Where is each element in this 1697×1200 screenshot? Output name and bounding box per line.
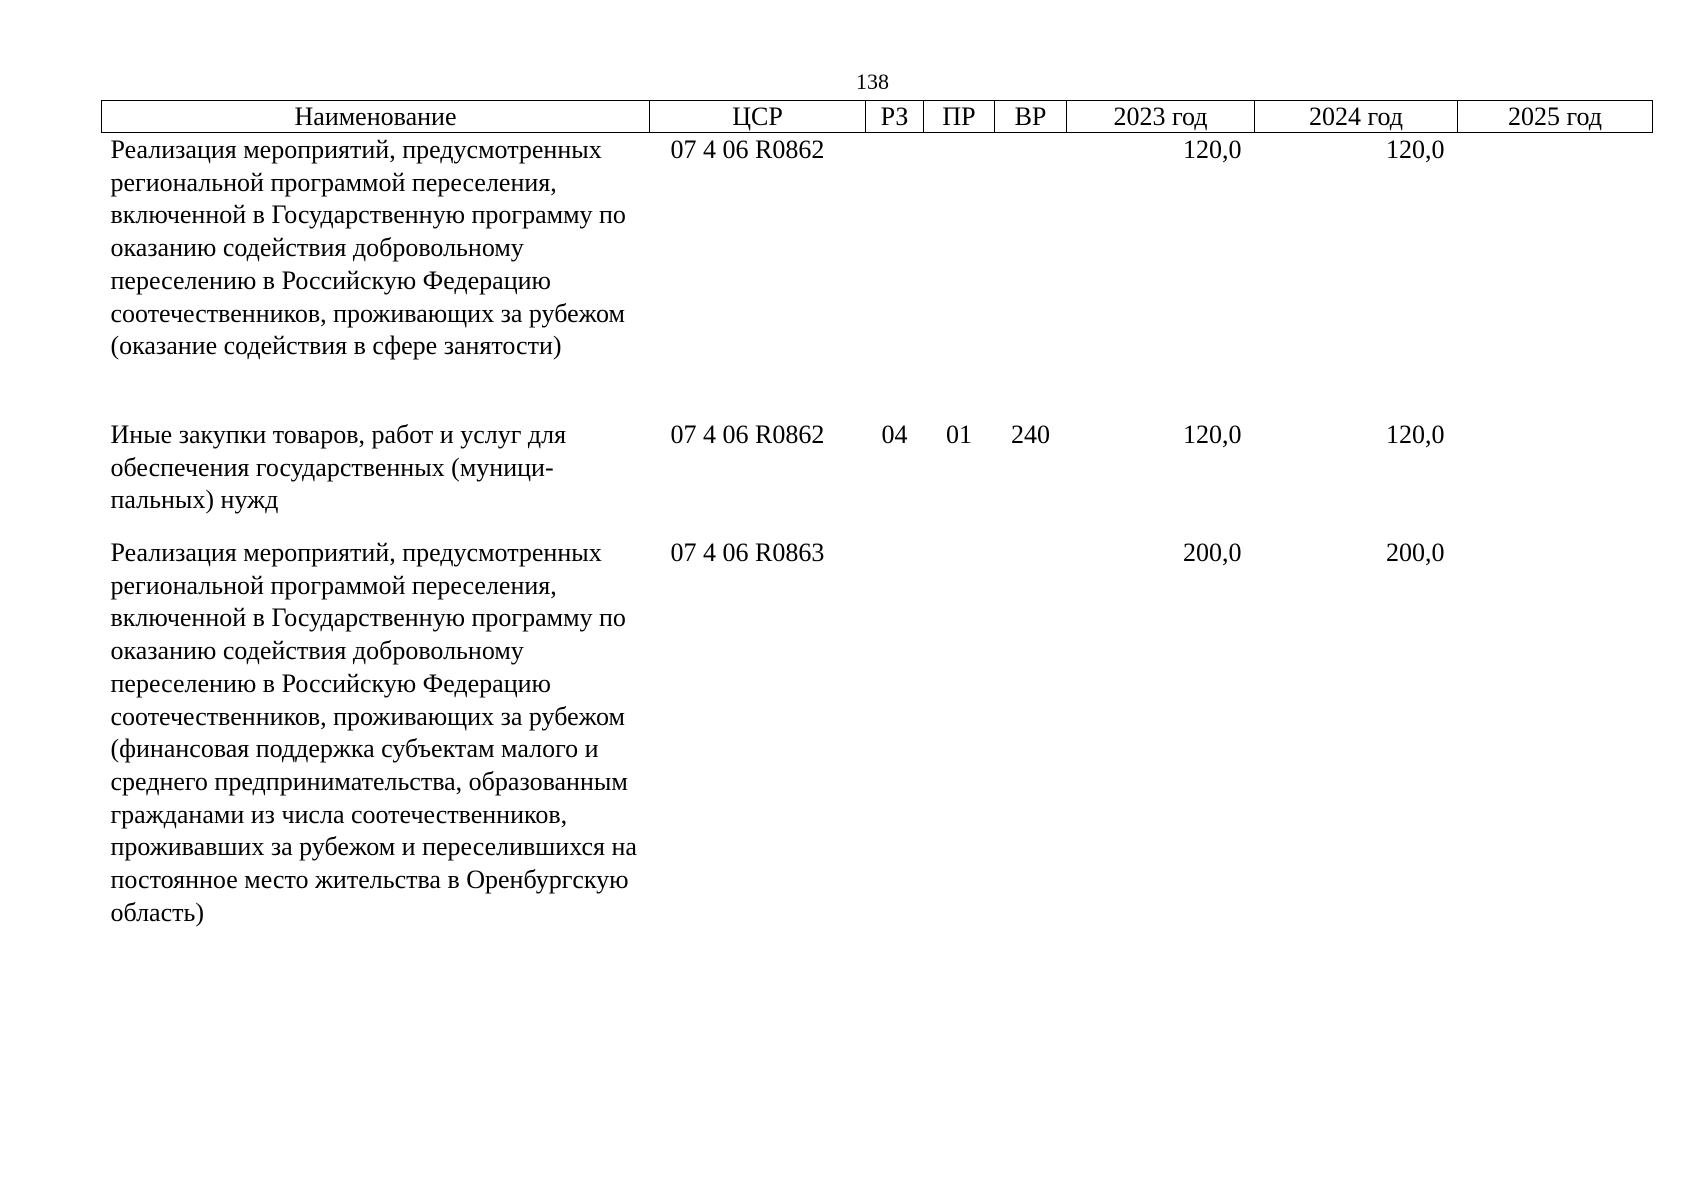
cell-csr: 07 4 06 R0862 <box>670 135 825 164</box>
cell-csr: 07 4 06 R0862 <box>670 419 825 449</box>
cell-2025 <box>1458 537 1653 929</box>
table-header-row <box>102 101 1653 133</box>
cell-2025 <box>1458 386 1653 537</box>
table-row <box>102 133 1653 386</box>
header-name: Наименование <box>102 101 650 133</box>
cell-rz <box>866 537 924 929</box>
budget-table <box>101 100 1653 929</box>
cell-vr <box>995 133 1067 386</box>
cell-2023: 120,0 <box>1183 135 1242 164</box>
cell-2024: 200,0 <box>1386 538 1445 568</box>
cell-2023: 120,0 <box>1183 419 1242 449</box>
cell-csr: 07 4 06 R0863 <box>670 538 825 568</box>
cell-vr <box>995 537 1067 929</box>
cell-2024: 120,0 <box>1386 419 1445 449</box>
cell-rz <box>866 133 924 386</box>
cell-vr: 240 <box>1011 419 1050 449</box>
cell-name: Реализация мероприятий, предусмотренных региональной программой переселения, включенной в Государственную программу по оказанию содействия добровольному переселению в Российскую Федерацию соотечественников, проживающих за рубежом (оказание содействия в сфере занятости) <box>110 135 626 361</box>
header-vr: ВР <box>995 101 1067 133</box>
cell-rz: 04 <box>881 419 908 449</box>
header-2023: 2023 год <box>1067 101 1255 133</box>
page-number: 138 <box>856 69 889 94</box>
header-2024: 2024 год <box>1255 101 1458 133</box>
cell-name: Реализация мероприятий, предусмотренных региональной программой переселения, включенной в Государственную программу по оказанию содействия добровольному переселению в Российскую Федерацию соотечественников, проживающих за рубежом (финансовая поддержка субъектам малого и среднего предпринимательства, образованным гражданами из числа соотечественников, проживавших за рубежом и переселившихся на постоянное место жительства в Оренбургскую область) <box>110 538 637 927</box>
cell-pr <box>924 537 995 929</box>
cell-pr <box>924 133 995 386</box>
table-row <box>102 537 1653 929</box>
cell-pr: 01 <box>946 419 972 449</box>
cell-2025 <box>1458 133 1653 386</box>
cell-2023: 200,0 <box>1183 538 1242 568</box>
header-csr: ЦСР <box>650 101 866 133</box>
cell-2024: 120,0 <box>1386 135 1445 164</box>
header-rz: РЗ <box>866 101 924 133</box>
header-pr: ПР <box>924 101 995 133</box>
table-row <box>102 386 1653 537</box>
cell-name: Иные закупки товаров, работ и услуг для обеспечения государственных (муниципальных) нужд <box>110 419 567 515</box>
header-2025: 2025 год <box>1458 101 1653 133</box>
